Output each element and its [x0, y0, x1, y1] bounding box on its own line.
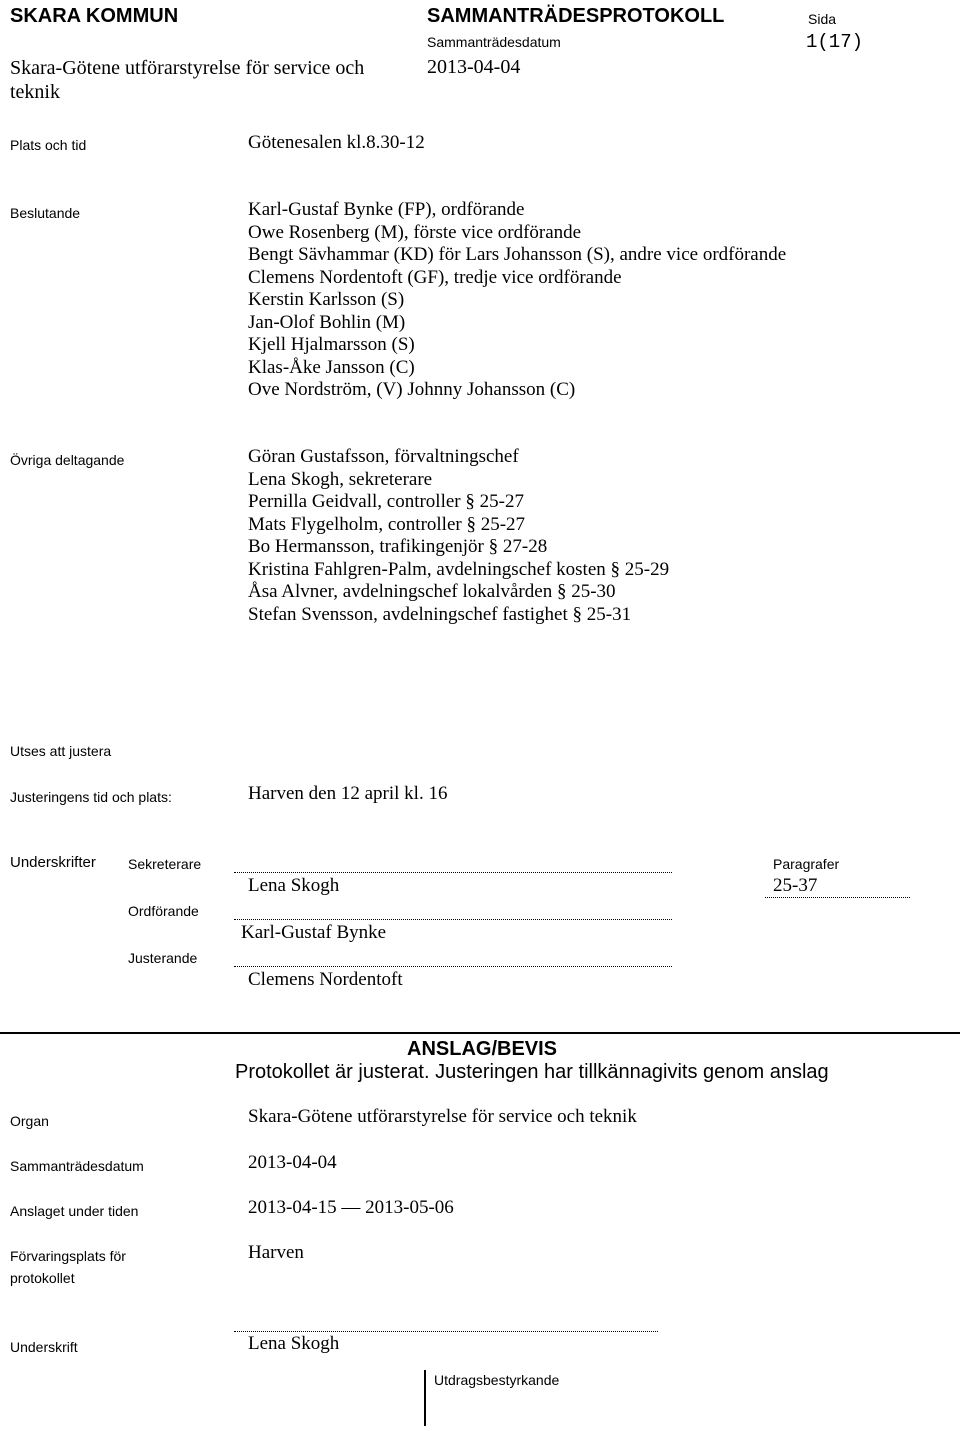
secretary-name: Lena Skogh	[248, 875, 340, 896]
signature-label: Underskrift	[10, 1339, 78, 1355]
list-item: Bo Hermansson, trafikingenjör § 27-28	[248, 536, 548, 557]
notice-date-value: 2013-04-04	[248, 1152, 337, 1173]
posting-period-value: 2013-04-15 — 2013-05-06	[248, 1197, 454, 1218]
adjuster-appointed-label: Utses att justera	[10, 743, 112, 759]
adjuster-signature-line	[234, 966, 672, 967]
board-name-line1: Skara-Götene utförarstyrelse för service och	[10, 57, 365, 79]
extract-label: Utdragsbestyrkande	[434, 1372, 560, 1388]
storage-label-line1: Förvaringsplats för	[10, 1248, 126, 1264]
page-label: Sida	[808, 11, 837, 27]
others-members-list	[248, 446, 669, 626]
list-item: Stefan Svensson, avdelningschef fastighet § 25-31	[248, 603, 632, 625]
posting-period-label: Anslaget under tiden	[10, 1203, 139, 1219]
list-item: Lena Skogh, sekreterare	[248, 468, 433, 490]
org-name: SKARA KOMMUN	[10, 5, 179, 27]
paragraphs-value: 25-37	[773, 875, 818, 896]
chair-label: Ordförande	[128, 903, 199, 919]
list-item: Jan-Olof Bohlin (M)	[248, 311, 406, 333]
board-name-line2: teknik	[10, 81, 60, 103]
list-item: Klas-Åke Jansson (C)	[248, 356, 415, 378]
list-item: Kristina Fahlgren-Palm, avdelningschef kosten § 25-29	[248, 558, 670, 580]
adjuster-label: Justerande	[128, 950, 198, 966]
list-item: Karl-Gustaf Bynke (FP), ordförande	[248, 199, 525, 220]
place-label: Plats och tid	[10, 137, 87, 153]
list-item: Pernilla Geidvall, controller § 25-27	[248, 491, 524, 512]
notice-divider	[0, 1032, 960, 1034]
adjust-time-value: Harven den 12 april kl. 16	[248, 783, 448, 804]
notice-signature-line	[234, 1331, 658, 1332]
list-item: Mats Flygelholm, controller § 25-27	[248, 513, 526, 535]
notice-text: Protokollet är justerat. Justeringen har tillkännagivits genom anslag	[235, 1061, 829, 1083]
document-title: SAMMANTRÄDESPROTOKOLL	[427, 5, 725, 27]
paragraphs-line	[765, 897, 910, 898]
others-label: Övriga deltagande	[10, 452, 125, 468]
notice-title: ANSLAG/BEVIS	[407, 1038, 558, 1060]
organ-label: Organ	[10, 1113, 49, 1129]
extract-bracket	[424, 1370, 426, 1426]
list-item: Kerstin Karlsson (S)	[248, 289, 405, 310]
secretary-signature-line	[234, 872, 672, 873]
list-item: Bengt Sävhammar (KD) för Lars Johansson (S), andre vice ordförande	[248, 244, 787, 265]
deciding-label: Beslutande	[10, 205, 81, 221]
secretary-label: Sekreterare	[128, 856, 202, 872]
notice-date-label: Sammanträdesdatum	[10, 1158, 144, 1174]
deciding-members-list	[248, 199, 786, 402]
list-item: Owe Rosenberg (M), förste vice ordförande	[248, 221, 582, 243]
place-value: Götenesalen kl.8.30-12	[248, 132, 425, 153]
meeting-date-value: 2013-04-04	[427, 56, 521, 78]
list-item: Göran Gustafsson, förvaltningschef	[248, 446, 519, 467]
adjust-time-label: Justeringens tid och plats:	[10, 789, 172, 805]
signatures-label: Underskrifter	[10, 854, 96, 871]
organ-value: Skara-Götene utförarstyrelse för service och teknik	[248, 1106, 637, 1127]
notice-signature-name: Lena Skogh	[248, 1333, 340, 1354]
adjuster-name: Clemens Nordentoft	[248, 969, 403, 990]
storage-value: Harven	[248, 1242, 304, 1263]
paragraphs-label: Paragrafer	[773, 856, 840, 872]
chair-signature-line	[234, 919, 672, 920]
page-number: 1(17)	[806, 31, 864, 53]
list-item: Åsa Alvner, avdelningschef lokalvården § 25-30	[248, 581, 616, 602]
list-item: Ove Nordström, (V) Johnny Johansson (C)	[248, 379, 576, 400]
meeting-date-label: Sammanträdesdatum	[427, 34, 561, 50]
storage-label-line2: protokollet	[10, 1270, 75, 1286]
chair-name: Karl-Gustaf Bynke	[241, 922, 387, 943]
list-item: Kjell Hjalmarsson (S)	[248, 334, 415, 355]
list-item: Clemens Nordentoft (GF), tredje vice ordförande	[248, 266, 622, 288]
